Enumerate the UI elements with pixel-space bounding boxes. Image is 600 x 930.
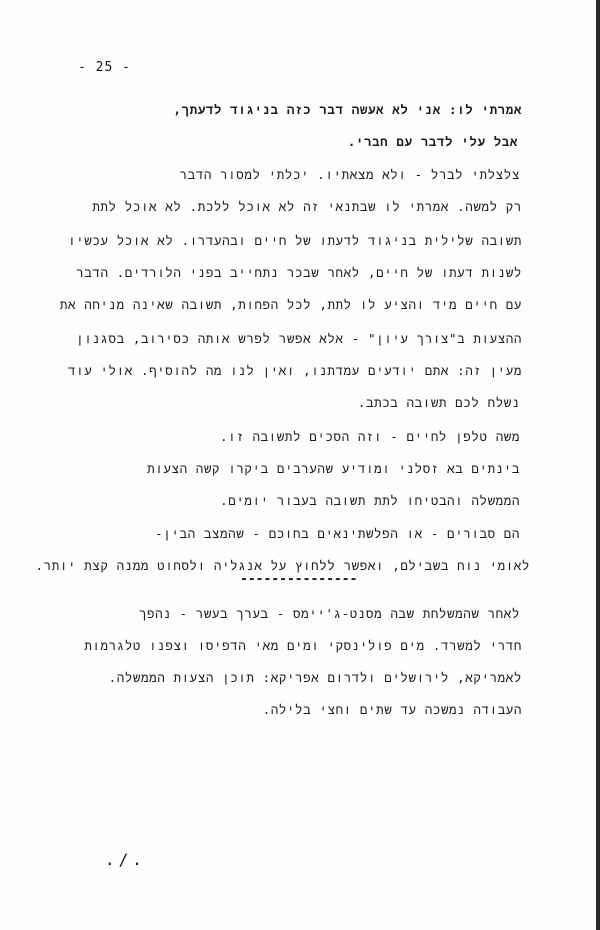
text-line: לאחר שהמשלחת שבה מסנט-ג'יימס - בערך בעשר - נהפך <box>138 606 520 621</box>
section-separator: --------------- <box>240 572 358 587</box>
text-line: משה טלפן לחיים - וזה הסכים לתשובה זו. <box>220 429 520 444</box>
text-line: לשנות דעתו של חיים, לאחר שבכר נתחייב בפני הלורדים. הדבר <box>76 265 522 280</box>
text-line: מעין זה: אתם יודעים עמדתנו, ואין לנו מה להוסיף. אולי עוד <box>68 363 522 378</box>
text-line: תשובה שלילית בניגוד לדעתו של חיים ובהעדרו. לא אוכל עכשיו <box>68 233 522 248</box>
text-line: לאמריקא, לירושלים ולדרום אפריקא: תוכן הצעות הממשלה. <box>108 670 522 685</box>
text-line: רק למשה. אמרתי לו שבתנאי זה לא אוכל ללכת. לא אוכל לתת <box>92 199 522 214</box>
text-line: הממשלה והבטיחו לתת תשובה בעבור יומים. <box>220 493 520 508</box>
text-line: בינתים בא זסלני ומודיע שהערבים ביקרו קשה הצעות <box>147 461 520 476</box>
text-line: חדרי למשרד. מים פולינסקי ומים מאי הדפיסו וצפנו טלגרמות <box>84 638 522 653</box>
text-line: העבודה נמשכה עד שתים וחצי בלילה. <box>262 702 522 717</box>
text-line: נשלח לכם תשובה בכתב. <box>357 395 520 410</box>
text-line: ההצעות ב"צורך עיון" - אלא אפשר לפרש אותה כסירוב, בסגנון <box>76 331 522 346</box>
text-line: אמרתי לו: אני לא אעשה דבר כזה בניגוד לדעתך, <box>173 102 522 117</box>
end-mark: ./. <box>105 850 146 869</box>
text-line: צלצלתי לברל - ולא מצאתיו. יכלתי למסור הדבר <box>179 167 520 182</box>
text-line: הם סבורים - או הפלשתינאים בחוכם - שהמצב הבין- <box>155 526 520 541</box>
text-line: לאומי נוח בשבילם, ואפשר ללחוץ על אנגליה ולסחוט ממנה קצת יותר. <box>35 558 530 573</box>
text-line: אבל עלי לדבר עם חברי. <box>347 134 518 149</box>
page-number: - 25 - <box>78 60 131 75</box>
text-line: עם חיים מיד והציע לו לתת, לכל הפחות, תשובה שאינה מניחה את <box>59 297 522 312</box>
scan-edge <box>596 0 600 930</box>
